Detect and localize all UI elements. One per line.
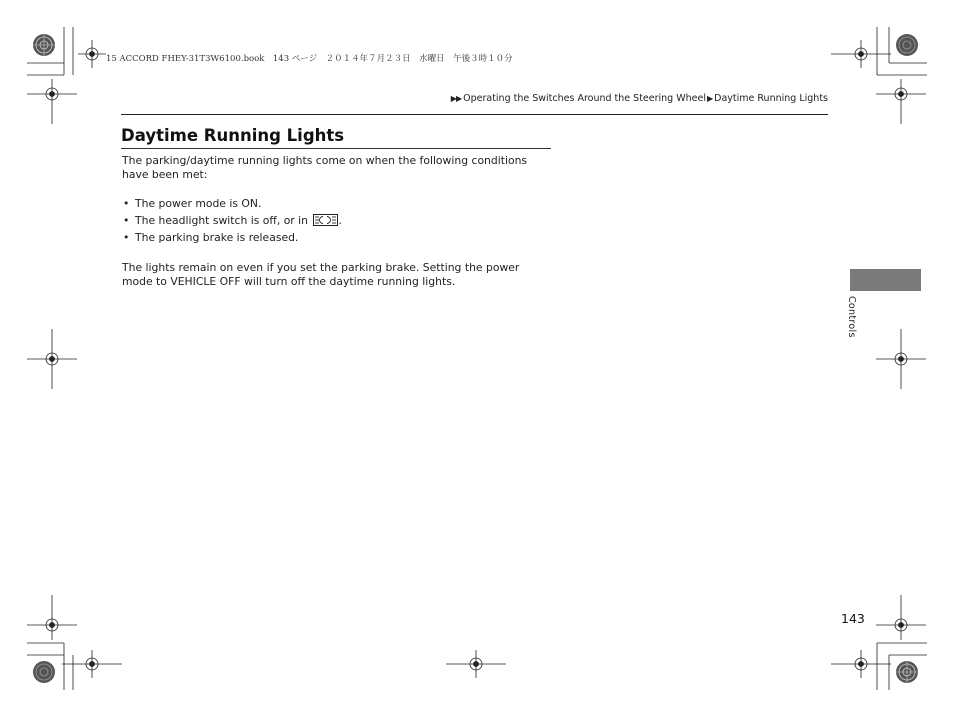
list-item [122, 231, 552, 245]
print-header: 15 ACCORD FHEY-31T3W6100.book 143 ページ ２０１４年７月２３日 水曜日 午後３時１０分 [106, 54, 513, 64]
page-title: Daytime Running Lights [121, 126, 345, 145]
chapter-tab[interactable] [850, 269, 921, 291]
breadcrumb-separator: ▶ [706, 94, 714, 103]
condition-text: The power mode is ON. [135, 197, 262, 210]
header-rule [121, 114, 828, 115]
intro-paragraph: The parking/daytime running lights come on when the following conditions have been met: [122, 154, 528, 181]
breadcrumb-marker: ▶▶ [450, 94, 462, 103]
breadcrumb-section-link[interactable]: Operating the Switches Around the Steering Wheel [463, 93, 706, 104]
breadcrumb [451, 93, 828, 104]
list-item [122, 214, 552, 228]
chapter-tab-label: Controls [846, 296, 857, 338]
condition-text: The parking brake is released. [135, 231, 299, 244]
parking-light-icon [313, 214, 338, 226]
page-number: 143 [841, 611, 865, 626]
breadcrumb-current-page: Daytime Running Lights [714, 93, 828, 104]
title-underline [121, 148, 551, 149]
list-item [122, 197, 552, 211]
note-paragraph: The lights remain on even if you set the parking brake. Setting the power mode to VEHICLE OFF will turn off the daytime running lights. [122, 261, 520, 288]
conditions-list [122, 197, 552, 248]
condition-suffix: . [338, 214, 342, 227]
condition-text: The headlight switch is off, or in [135, 214, 309, 227]
